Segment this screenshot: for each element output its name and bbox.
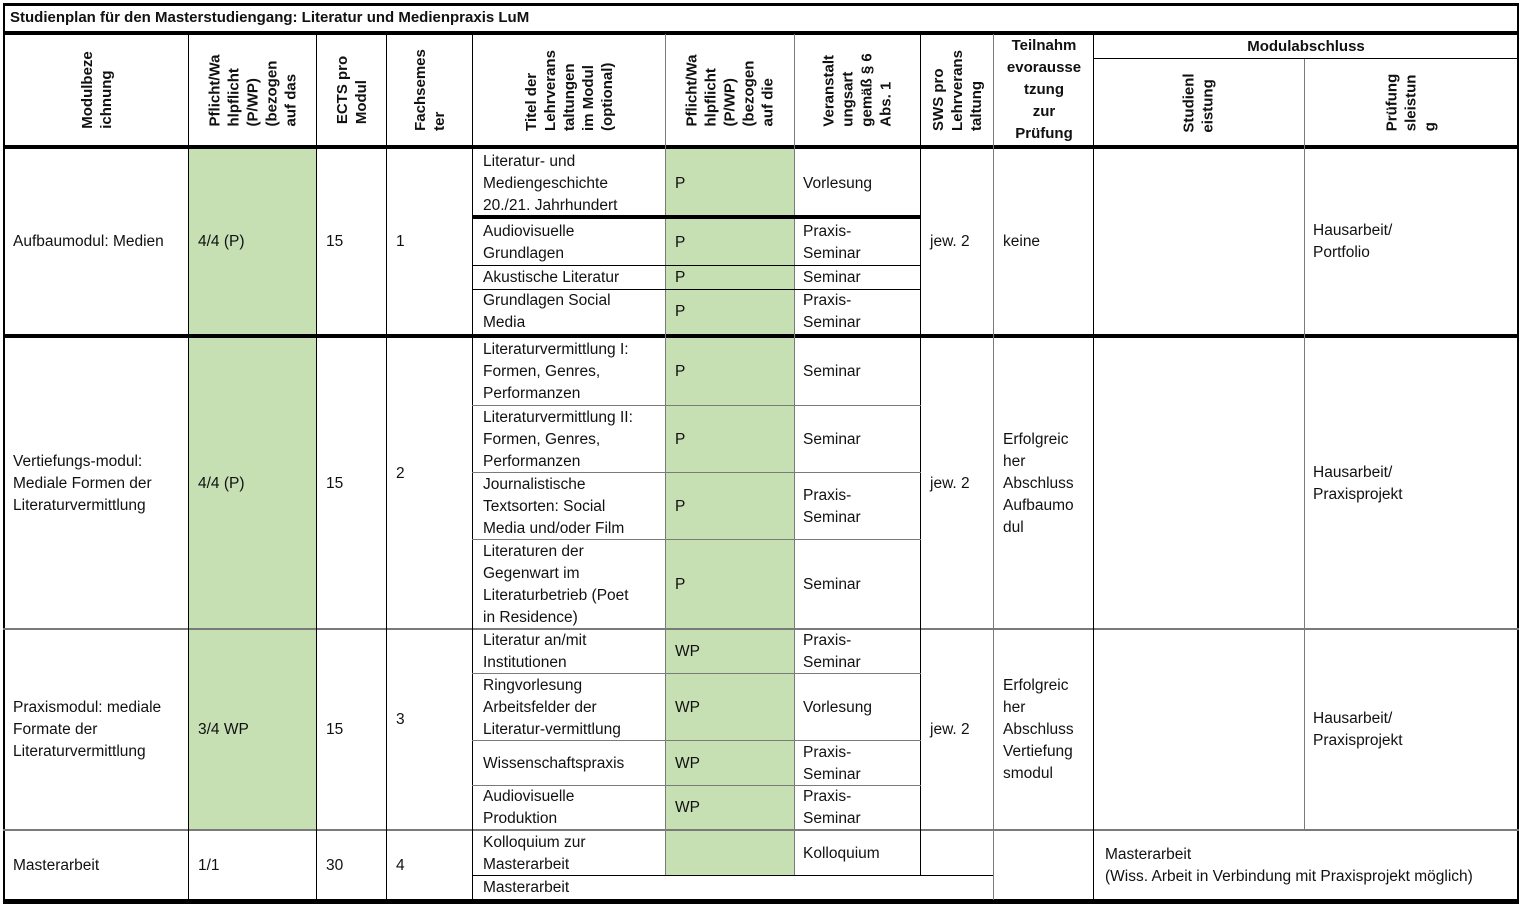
course-art: Praxis- Seminar [803, 788, 861, 827]
row-line [472, 472, 921, 473]
course-title: Literaturen der Gegenwart im Literaturbetrieb (Poet in Residence) [483, 542, 629, 626]
module-studienleistung [1094, 338, 1304, 629]
row-line [472, 785, 921, 786]
header-sws: SWS pro Lehrverans taltung [930, 49, 985, 131]
row-line [472, 265, 921, 266]
row-line [472, 875, 993, 876]
row-line [472, 215, 921, 219]
row-line [472, 673, 921, 674]
border-header-bottom [3, 145, 1519, 149]
col-line [1304, 59, 1305, 830]
col-line [665, 34, 666, 876]
header-pruefungsleistung: Prüfung sleistun g [1383, 73, 1439, 132]
module-pflicht: 3/4 WP [198, 721, 249, 738]
course-title: Literatur an/mit Institutionen [483, 632, 587, 671]
border-top [3, 3, 1519, 6]
header-pflicht-modul: Pflicht/Wa hlpflicht (P/WP) (bezogen auf das [206, 54, 300, 126]
module-pruefungsleistung: Hausarbeit/ Praxisprojekt [1313, 463, 1403, 503]
border-right [1517, 3, 1519, 903]
course-title: Masterarbeit [483, 879, 570, 896]
border-bottom [3, 899, 1519, 904]
module-semester: 3 [396, 711, 405, 728]
course-title: Literaturvermittlung II: Formen, Genres, Performanzen [483, 408, 633, 470]
module-teilnahme: keine [1003, 232, 1041, 250]
course-title: Journalistische Textsorten: Social Media und/oder Film [483, 475, 625, 537]
course-art: Vorlesung [803, 174, 872, 192]
course-art: Seminar [803, 268, 861, 286]
module-pruefungsleistung: Hausarbeit/ Portfolio [1313, 221, 1393, 261]
header-modulabschluss: Modulabschluss [1247, 37, 1365, 55]
course-pflicht: P [675, 303, 686, 320]
course-pflicht: WP [675, 698, 700, 716]
course-art: Seminar [803, 430, 861, 448]
course-title: Grundlagen Social Media [483, 292, 611, 331]
course-pflicht [666, 831, 794, 876]
course-title: Akustische Literatur [483, 268, 620, 286]
border-module1-bottom [3, 334, 1519, 338]
header-pflicht-lv: Pflicht/Wa hlpflicht (P/WP) (bezogen auf die [683, 54, 777, 126]
module-ects: 15 [326, 232, 344, 250]
module-pflicht: 4/4 (P) [198, 474, 245, 492]
module-pruefungsleistung: Hausarbeit/ Praxisprojekt [1313, 710, 1403, 749]
course-pflicht: P [675, 497, 686, 515]
header-modulbezeichnung: Modulbeze ichnung [78, 51, 115, 129]
border-module2-bottom [3, 628, 1519, 630]
course-art: Kolloquium [803, 844, 880, 862]
module-semester: 2 [396, 465, 405, 482]
course-art: Praxis- Seminar [803, 223, 861, 262]
col-line [794, 34, 795, 876]
course-title: Kolloquium zur Masterarbeit [483, 833, 586, 873]
module-name: Aufbaumodul: Medien [13, 232, 164, 250]
module-abschluss: Masterarbeit (Wiss. Arbeit in Verbindung mit Praxisprojekt möglich) [1105, 845, 1473, 885]
document-title: Studienplan für den Masterstudiengang: Literatur und Medienpraxis LuM [10, 9, 530, 26]
course-art: Seminar [803, 575, 861, 593]
course-pflicht: P [675, 268, 686, 286]
header-ects: ECTS pro Modul [334, 55, 370, 125]
border-title-bottom [3, 31, 1519, 35]
module-pflicht: 4/4 (P) [198, 232, 245, 250]
header-titel: Titel der Lehrverans taltungen im Modul (optional) [522, 49, 616, 131]
row-line [472, 539, 921, 540]
module-teilnahme: Erfolgreic her Abschluss Aufbaumo dul [1003, 430, 1074, 536]
course-pflicht: WP [675, 799, 700, 816]
col-line [316, 34, 317, 900]
header-fachsemester: Fachsemes ter [411, 49, 448, 131]
module-teilnahme: Erfolgreic her Abschluss Vertiefung smodul [1003, 677, 1074, 782]
col-line [920, 34, 921, 876]
course-pflicht: WP [675, 643, 700, 660]
module-semester: 1 [396, 232, 405, 250]
col-line [993, 34, 994, 900]
module-studienleistung [1094, 148, 1304, 335]
row-line [472, 405, 921, 406]
course-pflicht: WP [675, 754, 700, 772]
col-line [472, 34, 473, 900]
course-pflicht: P [675, 363, 686, 380]
module-sws [921, 831, 994, 876]
row-line [472, 740, 921, 741]
module-ects: 15 [326, 474, 344, 492]
course-pflicht: P [675, 575, 686, 593]
course-title: Audiovisuelle Produktion [483, 788, 575, 827]
course-art: Praxis- Seminar [803, 743, 861, 783]
col-line [386, 34, 387, 900]
module-pflicht: 1/1 [198, 856, 220, 874]
border-module3-bottom [3, 829, 1519, 831]
course-pflicht: P [675, 234, 686, 251]
border-left [3, 3, 5, 903]
col-line [1093, 34, 1094, 900]
course-title: Literatur- und Mediengeschichte 20./21. Jahrhundert [483, 152, 618, 214]
header-studienleistung: Studienl eistung [1180, 72, 1217, 133]
header-teilnahme: Teilnahm evorausse tzung zur Prüfung [1006, 37, 1082, 142]
course-pflicht: P [675, 174, 686, 192]
course-title: Wissenschaftspraxis [483, 754, 625, 772]
course-pflicht: P [675, 430, 686, 448]
course-title: Ringvorlesung Arbeitsfelder der Literatur-vermittlung [483, 676, 621, 738]
module-name: Vertiefungs-modul: Mediale Formen der Literaturvermittlung [13, 452, 152, 514]
course-art: Vorlesung [803, 698, 872, 716]
border-modulabschluss-sub [1094, 58, 1518, 59]
module-sws: jew. 2 [930, 721, 970, 738]
module-name: Praxismodul: mediale Formate der Literaturvermittlung [13, 699, 162, 760]
course-art: Seminar [803, 363, 861, 380]
header-veranstaltungsart: Veranstalt ungsart gemäß § 6 Abs. 1 [820, 53, 895, 127]
module-name: Masterarbeit [13, 856, 100, 874]
row-line [472, 289, 921, 290]
module-sws: jew. 2 [930, 474, 970, 492]
module-semester: 4 [396, 856, 405, 874]
module-ects: 15 [326, 721, 344, 738]
module-studienleistung [1094, 630, 1304, 830]
course-art: Praxis- Seminar [803, 632, 861, 671]
col-line [188, 34, 189, 900]
module-ects: 30 [326, 856, 344, 874]
course-title: Literaturvermittlung I: Formen, Genres, Performanzen [483, 341, 629, 402]
module-sws: jew. 2 [930, 232, 970, 250]
course-art: Praxis- Seminar [803, 292, 861, 331]
course-title: Audiovisuelle Grundlagen [483, 223, 575, 262]
course-art: Praxis- Seminar [803, 486, 861, 526]
module-teilnahme [994, 831, 1094, 900]
